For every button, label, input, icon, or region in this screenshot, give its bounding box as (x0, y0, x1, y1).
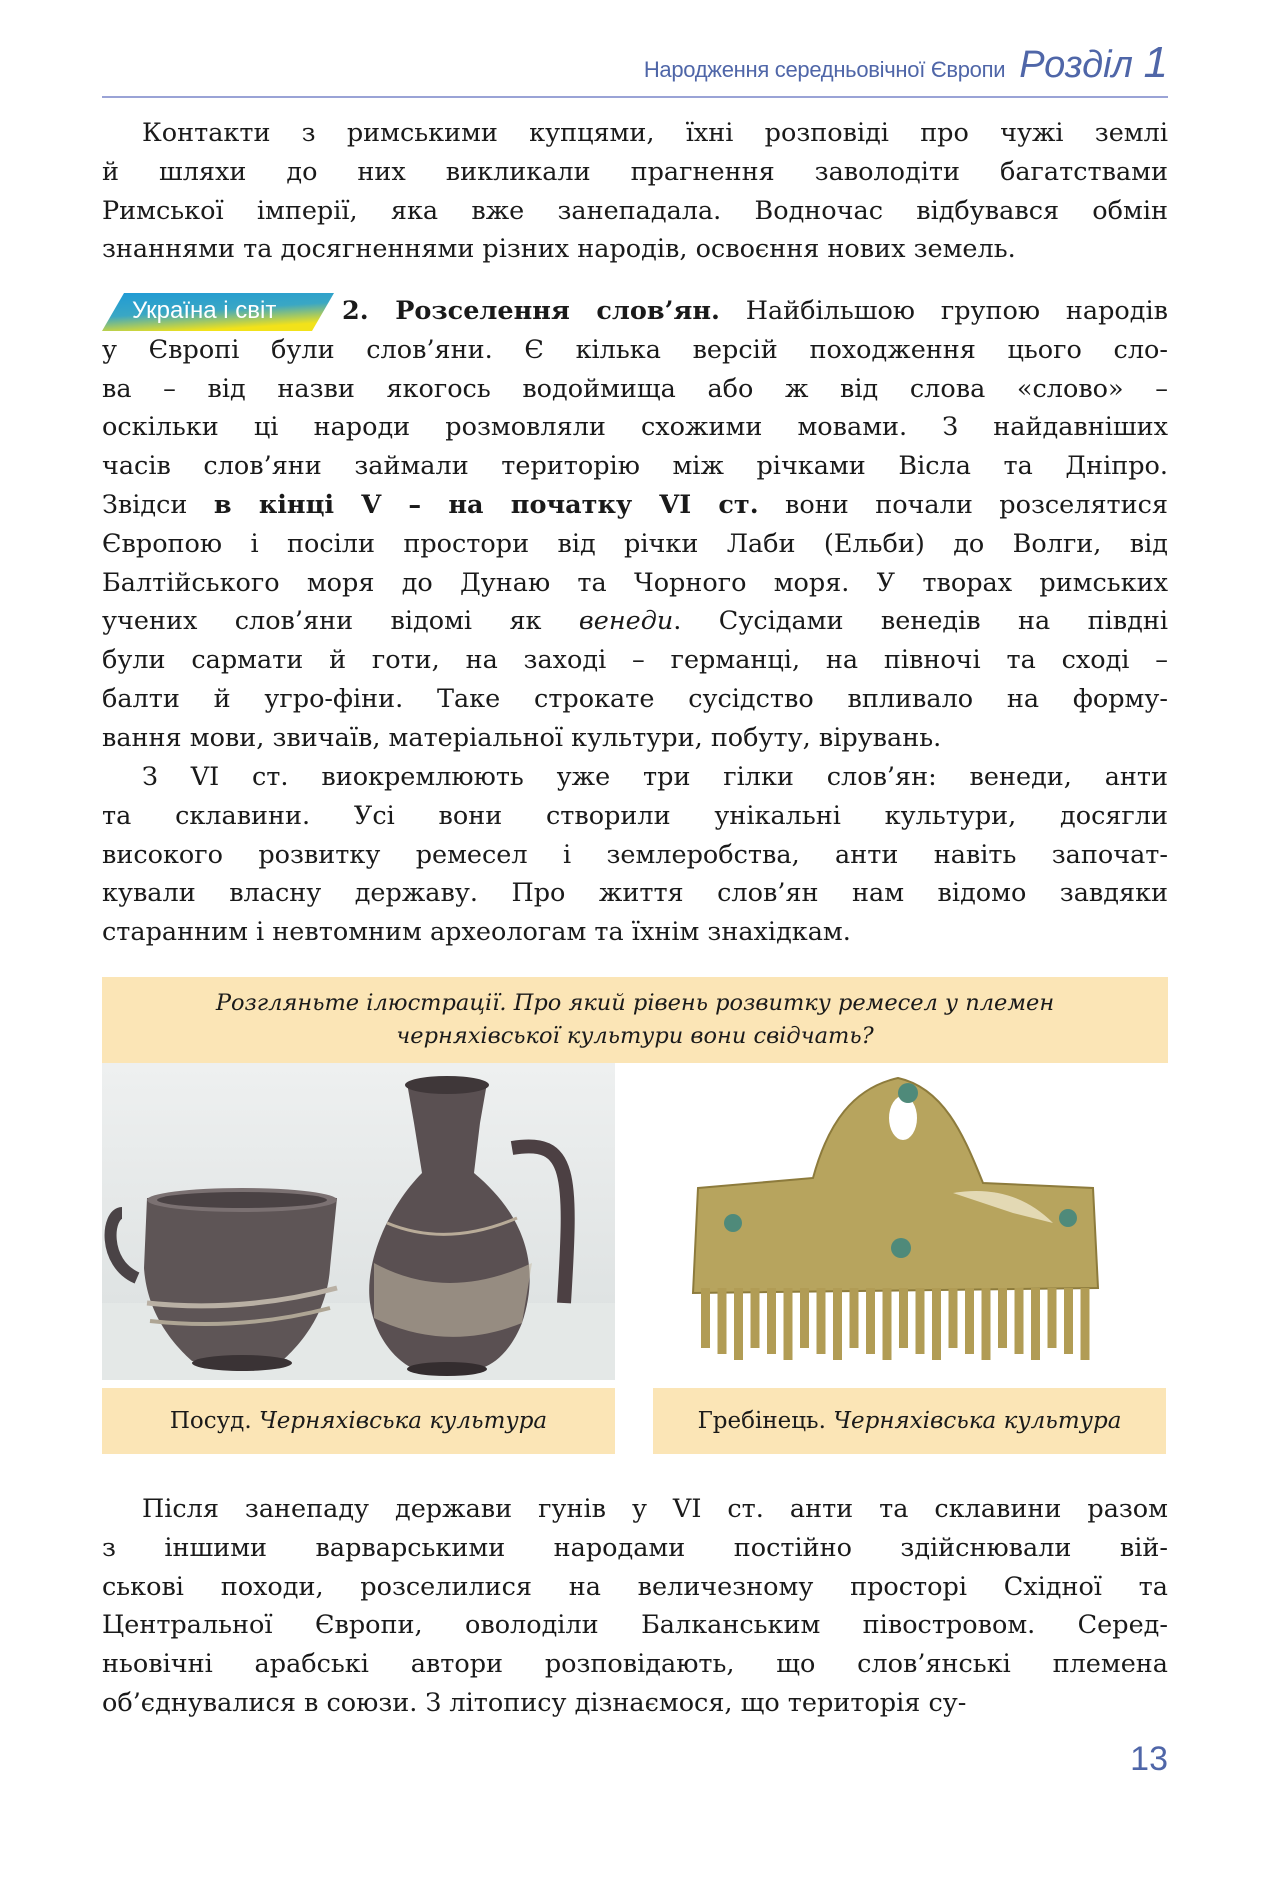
text-segment: Найбільшою групою народів (719, 296, 1168, 326)
text-segment: Центральної Європи, оволоділи Балканським півостровом. Серед- (102, 1610, 1168, 1641)
comb-tooth (949, 1288, 958, 1348)
caption-text: Гребінець. (697, 1408, 826, 1434)
comb-tooth (932, 1288, 941, 1360)
text-segment: з іншими варварськими народами постійно здійснювали вій- (102, 1532, 1168, 1563)
comb-tooth (1064, 1288, 1073, 1354)
text-line (102, 680, 1168, 719)
ukraine-world-badge (102, 293, 334, 331)
text-segment: у Європі були слов’яни. Є кілька версій походження цього сло- (102, 334, 1168, 365)
text-segment: . Сусідами венедів на півдні (673, 606, 1168, 637)
text-line (102, 797, 1168, 836)
paragraph-slavs-settlement (102, 292, 1168, 758)
text-segment: Звідси (102, 489, 214, 520)
text-segment: ньовічні арабські автори розповідають, що слов’янські племена (102, 1649, 1168, 1680)
bold-text: в кінці V – на початку VI ст. (213, 489, 759, 520)
text-line (102, 719, 1168, 758)
text-segment: були сармати й готи, на заході – германці, на півночі та сході – (102, 645, 1168, 676)
text-line (102, 408, 1168, 447)
text-segment: Балтійського моря до Дунаю та Чорного моря. У творах римських (102, 567, 1168, 598)
comb-caption (653, 1388, 1166, 1454)
text-segment: ськові походи, розселилися на величезному просторі Східної та (102, 1571, 1168, 1602)
comb-tooth (998, 1288, 1007, 1348)
text-line (102, 1529, 1168, 1568)
caption-text: Посуд. (169, 1408, 252, 1434)
comb-tooth (833, 1288, 842, 1360)
text-segment: Після занепаду держави гунів у VI ст. анти та склавини разом (142, 1494, 1168, 1524)
text-line (102, 230, 1168, 269)
text-segment: Римської імперії, яка вже занепадала. Водночас відбувався обмін (102, 195, 1168, 226)
text-line (102, 114, 1168, 153)
text-segment: старанним і невтомним археологам та їхнім знахідкам. (102, 917, 851, 948)
text-line (102, 1645, 1168, 1684)
text-segment: З VI ст. виокремлюють уже три гілки слов’ян: венеди, анти (142, 762, 1168, 792)
comb-tooth (701, 1288, 710, 1348)
text-line (102, 292, 1168, 331)
text-segment: високого розвитку ремесел і землеробства, анти навіть започат- (102, 839, 1168, 870)
text-segment: вони почали розселятися (758, 489, 1168, 520)
comb-tooth (965, 1288, 974, 1354)
text-segment: об’єднувалися в союзи. З літопису дізнаємося, що територія су- (102, 1687, 967, 1718)
pottery-caption (102, 1388, 615, 1454)
text-line (102, 331, 1168, 370)
caption-culture: Черняхівська культура (258, 1408, 548, 1434)
question-line: Розгляньте ілюстрації. Про який рівень розвитку ремесел у племен (215, 990, 1055, 1016)
comb-photo (653, 1063, 1166, 1380)
text-segment: кували власну державу. Про життя слов’ян нам відомо завдяки (102, 878, 1168, 909)
text-line (102, 153, 1168, 192)
comb-tooth (817, 1288, 826, 1354)
page-number: 13 (1130, 1740, 1168, 1778)
question-line: черняхівської культури вони свідчать? (396, 1023, 874, 1049)
badge-label: Україна і світ (132, 297, 277, 324)
text-segment: Європою і посіли простори від річки Лаби (Ельби) до Волги, від (102, 528, 1168, 559)
text-line (102, 486, 1168, 525)
comb-tooth (1048, 1288, 1057, 1348)
comb-tooth (883, 1288, 892, 1360)
comb-tooth (734, 1288, 743, 1360)
text-line (102, 874, 1168, 913)
comb-tooth (850, 1288, 859, 1348)
chapter-label (1019, 38, 1168, 88)
comb-tooth (866, 1288, 875, 1354)
chapter-number: 1 (1143, 38, 1168, 87)
text-line (102, 913, 1168, 952)
comb-tooth (1081, 1288, 1090, 1360)
text-line (102, 525, 1168, 564)
text-line (102, 1568, 1168, 1607)
comb-tooth (800, 1288, 809, 1348)
text-segment: ва – від назви якогось водоймища або ж від слова «слово» – (102, 373, 1168, 404)
italic-term: венеди (578, 606, 674, 637)
comb-tooth (784, 1288, 793, 1360)
comb-tooth (767, 1288, 776, 1354)
text-segment: вання мови, звичаїв, матеріальної культури, побуту, вірувань. (102, 722, 942, 753)
text-segment: оскільки ці народи розмовляли схожими мовами. З найдавніших (102, 412, 1168, 443)
comb-tooth (1031, 1288, 1040, 1360)
pottery-photo (102, 1063, 615, 1380)
text-line (102, 758, 1168, 797)
bold-text: 2. Розселення слов’ян. (342, 296, 720, 326)
text-segment: учених слов’яни відомі як (102, 606, 579, 637)
caption-culture: Черняхівська культура (833, 1408, 1122, 1434)
comb-tooth (916, 1288, 925, 1354)
text-segment: часів слов’яни займали територію між річками Вісла та Дніпро. (102, 451, 1168, 482)
text-line (102, 1490, 1168, 1529)
paragraph-three-branches (102, 758, 1168, 952)
comb-tooth (718, 1288, 727, 1354)
header-rule (102, 96, 1168, 98)
comb-tooth (899, 1288, 908, 1348)
text-line (102, 1684, 1168, 1723)
paragraph-intro (102, 114, 1168, 269)
text-line (102, 447, 1168, 486)
question-box (102, 977, 1168, 1063)
text-segment: балти й угро-фіни. Таке строкате сусідство впливало на форму- (102, 683, 1168, 714)
text-segment: Контакти з римськими купцями, їхні розповіді про чужі землі (142, 118, 1168, 148)
running-header (644, 38, 1168, 88)
text-line (102, 602, 1168, 641)
chapter-word: Розділ (1019, 44, 1133, 86)
text-line (102, 641, 1168, 680)
text-line (102, 192, 1168, 231)
text-line (102, 836, 1168, 875)
text-line (102, 564, 1168, 603)
text-segment: й шляхи до них викликали прагнення заволодіти багатствами (102, 156, 1168, 187)
comb-tooth (982, 1288, 991, 1360)
text-segment: та склавини. Усі вони створили унікальні культури, досягли (102, 800, 1168, 831)
paragraph-after-huns (102, 1490, 1168, 1723)
comb-tooth (1015, 1288, 1024, 1354)
comb-tooth (751, 1288, 760, 1348)
text-line (102, 370, 1168, 409)
section-title: Народження середньовічної Європи (643, 57, 1006, 82)
text-line (102, 1606, 1168, 1645)
text-segment: знаннями та досягненнями різних народів, освоєння нових земель. (102, 234, 1016, 265)
